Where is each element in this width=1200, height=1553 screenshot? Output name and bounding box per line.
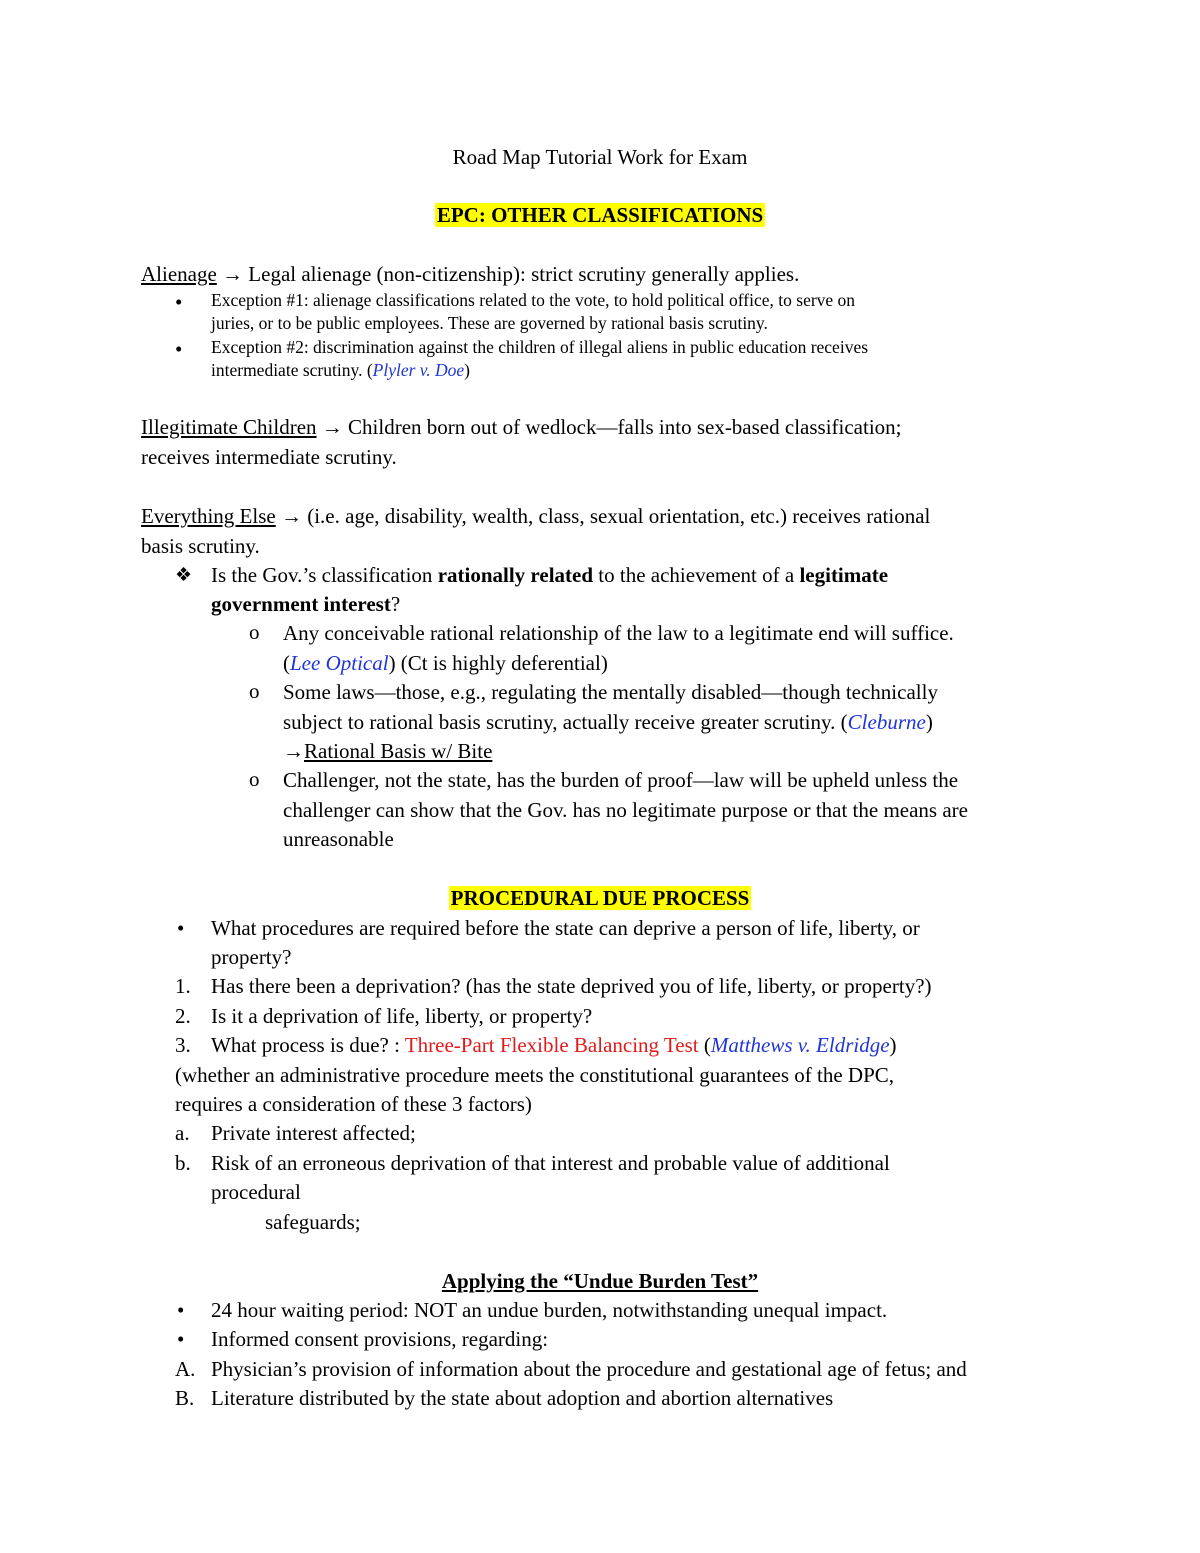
rationally-related-bold: rationally related — [437, 563, 594, 587]
undue-item-B: Literature distributed by the state about adoption and abortion alternatives — [211, 1386, 834, 1410]
everything-else-text: (i.e. age, disability, wealth, class, sexual orientation, etc.) receives rational — [307, 504, 931, 528]
undue-item-2: Informed consent provisions, regarding: — [211, 1327, 549, 1351]
everything-else-term: Everything Else — [141, 504, 276, 528]
sub-point-2-line-2 — [283, 708, 933, 738]
illegitimate-children-line-1 — [141, 413, 902, 443]
pdp-bullet-line-2: property? — [211, 945, 292, 969]
case-plyler-v-doe: Plyler v. Doe — [372, 360, 465, 380]
bullet-icon: • — [175, 290, 183, 314]
right-arrow-icon: → — [283, 739, 304, 763]
list-number-3: 3. — [175, 1033, 191, 1057]
undue-burden-heading-text: Applying the “Undue Burden Test” — [441, 1269, 759, 1293]
undue-item-A: Physician’s provision of information about the procedure and gestational age of fetus; and — [211, 1357, 967, 1381]
pdp-bullet-line-1: What procedures are required before the state can deprive a person of life, liberty, or — [211, 916, 920, 940]
pdp-item-3 — [211, 1031, 897, 1061]
right-arrow-icon: → — [321, 415, 343, 439]
pdp-item-2: Is it a deprivation of life, liberty, or property? — [211, 1004, 593, 1028]
case-lee-optical: Lee Optical — [290, 651, 389, 675]
list-letter-b: b. — [175, 1151, 191, 1175]
exception-2-text: intermediate scrutiny. ( — [211, 360, 373, 380]
illegitimate-children-term: Illegitimate Children — [141, 415, 317, 439]
circle-bullet-icon: o — [249, 620, 260, 644]
circle-bullet-icon: o — [249, 679, 260, 703]
bullet-icon: • — [175, 337, 183, 361]
document-title: Road Map Tutorial Work for Exam — [452, 145, 748, 169]
pdp-paragraph-line-1: (whether an administrative procedure meets the constitutional guarantees of the DPC, — [175, 1063, 895, 1087]
list-letter-A: A. — [175, 1357, 196, 1381]
paren-close: ) — [464, 360, 470, 380]
sub-point-2-line-1: Some laws—those, e.g., regulating the mentally disabled—though technically — [283, 680, 938, 704]
alienage-term: Alienage — [141, 262, 217, 286]
alienage-exception-1-line-1: Exception #1: alienage classifications related to the vote, to hold political office, to serve on — [211, 290, 856, 310]
illegitimate-children-text: Children born out of wedlock—falls into sex-based classification; — [348, 415, 902, 439]
undue-item-1: 24 hour waiting period: NOT an undue burden, notwithstanding unequal impact. — [211, 1298, 888, 1322]
sub-point-3-line-3: unreasonable — [283, 827, 394, 851]
alienage-exception-2-line-1: Exception #2: discrimination against the children of illegal aliens in public education receives — [211, 337, 869, 357]
pdp-item-3-text: What process is due? : — [211, 1033, 405, 1057]
alienage-text: Legal alienage (non-citizenship): strict scrutiny generally applies. — [248, 262, 800, 286]
alienage-line — [141, 260, 799, 290]
balancing-test-red: Three-Part Flexible Balancing Test — [404, 1033, 699, 1057]
paren-open: ( — [698, 1033, 711, 1057]
section-heading-undue-burden — [0, 1267, 1200, 1297]
circle-bullet-icon: o — [249, 767, 260, 791]
pdp-factor-b-line-1: Risk of an erroneous deprivation of that interest and probable value of additional — [211, 1151, 890, 1175]
case-cleburne: Cleburne — [847, 710, 926, 734]
illegitimate-children-line-2: receives intermediate scrutiny. — [141, 445, 397, 469]
rational-basis-with-bite: Rational Basis w/ Bite — [304, 739, 493, 763]
pdp-paragraph-line-2: requires a consideration of these 3 factors) — [175, 1092, 532, 1116]
epc-heading-text: EPC: OTHER CLASSIFICATIONS — [436, 203, 764, 227]
question-text: Is the Gov.’s classification — [211, 563, 438, 587]
sub-point-3-line-2: challenger can show that the Gov. has no legitimate purpose or that the means are — [283, 798, 968, 822]
everything-else-line-2: basis scrutiny. — [141, 534, 260, 558]
paren-close: ) — [925, 710, 933, 734]
everything-else-line-1 — [141, 502, 930, 532]
sub-point-2-line-3 — [283, 737, 492, 767]
case-matthews-v-eldridge: Matthews v. Eldridge — [710, 1033, 890, 1057]
diamond-bullet-icon: ❖ — [175, 565, 193, 586]
pdp-item-1: Has there been a deprivation? (has the state deprived you of life, liberty, or property?) — [211, 974, 932, 998]
alienage-exception-1-line-2: juries, or to be public employees. These are governed by rational basis scrutiny. — [211, 313, 768, 333]
pdp-factor-b-line-3: safeguards; — [265, 1210, 361, 1234]
paren-close: ) — [889, 1033, 897, 1057]
sub-point-1-line-2 — [283, 649, 608, 679]
sub-point-3-line-1: Challenger, not the state, has the burden of proof—law will be upheld unless the — [283, 768, 959, 792]
pdp-factor-b-line-2: procedural — [211, 1180, 301, 1204]
list-number-1: 1. — [175, 974, 191, 998]
list-number-2: 2. — [175, 1004, 191, 1028]
sub-point-1-note: ) (Ct is highly deferential) — [388, 651, 608, 675]
list-letter-B: B. — [175, 1386, 195, 1410]
section-heading-pdp — [0, 884, 1200, 914]
pdp-heading-text: PROCEDURAL DUE PROCESS — [450, 886, 750, 910]
sub-point-2-text: subject to rational basis scrutiny, actually receive greater scrutiny. ( — [283, 710, 848, 734]
bullet-icon: • — [177, 916, 185, 940]
bullet-icon: • — [177, 1327, 185, 1351]
pdp-factor-a: Private interest affected; — [211, 1121, 416, 1145]
right-arrow-icon: → — [280, 504, 302, 528]
right-arrow-icon: → — [222, 262, 244, 286]
government-interest-bold: government interest — [211, 592, 391, 616]
question-text-mid: to the achievement of a — [593, 563, 800, 587]
legitimate-bold: legitimate — [799, 563, 889, 587]
rational-basis-question-line-2 — [211, 590, 400, 620]
bullet-icon: • — [177, 1298, 185, 1322]
rational-basis-question-line-1 — [211, 561, 888, 591]
sub-point-1-line-1: Any conceivable rational relationship of the law to a legitimate end will suffice. — [283, 621, 954, 645]
section-heading-epc — [0, 201, 1200, 231]
paren-open: ( — [283, 651, 290, 675]
list-letter-a: a. — [175, 1121, 190, 1145]
alienage-exception-2-line-2 — [211, 359, 470, 383]
question-mark: ? — [390, 592, 401, 616]
